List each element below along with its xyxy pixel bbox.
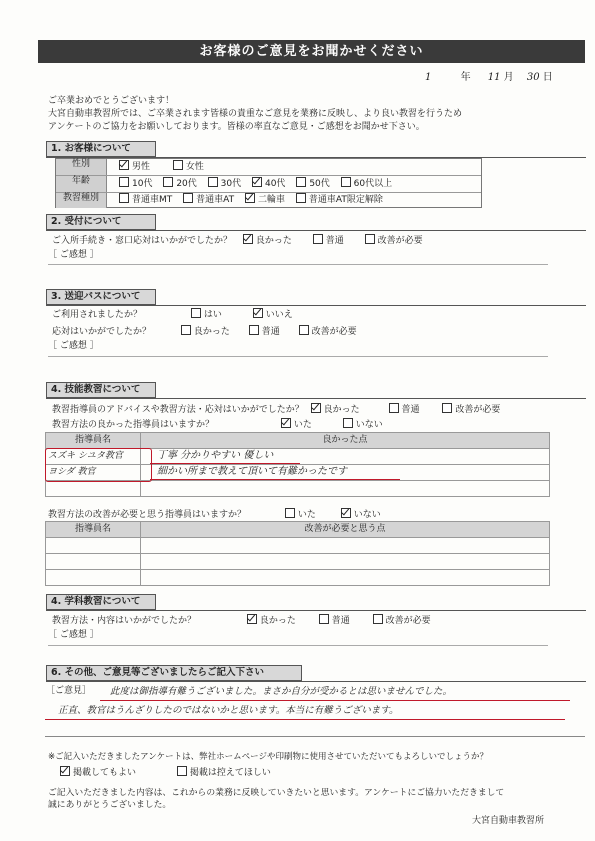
course-row	[56, 193, 481, 208]
impression-line[interactable]	[48, 645, 548, 646]
instructor-name-cell[interactable]	[46, 538, 141, 554]
checkbox-icon[interactable]	[373, 614, 383, 624]
good-instructor-row	[52, 418, 391, 431]
closing-line: 誠にありがとうございました。	[48, 800, 172, 810]
opinion-text-line-1[interactable]: 此度は御指導有難うございました。まさか自分が受かるとは思いませんでした。	[110, 686, 453, 697]
checkbox-checked-icon[interactable]	[243, 234, 253, 244]
red-pen-circle	[45, 448, 152, 482]
customer-info-table	[55, 158, 482, 208]
date-day-unit: 日	[542, 72, 553, 83]
opinion-label: ［ご意見］	[46, 686, 92, 696]
section-divider	[46, 681, 586, 682]
option-age-40s[interactable]: 40代	[252, 176, 285, 192]
good-point-cell[interactable]	[141, 481, 550, 497]
option-age-10s[interactable]: 10代	[119, 176, 152, 192]
page-title: お客様のご意見をお聞かせください	[38, 40, 585, 63]
good-point-cell[interactable]: 細かい所まで教えて頂いて有難かったです	[141, 465, 550, 481]
course-label: 教習種別	[56, 193, 107, 208]
checkbox-checked-icon[interactable]	[245, 193, 255, 203]
age-row	[56, 176, 481, 193]
option-yes[interactable]: いた	[281, 418, 312, 431]
footer-school-name: 大宮自動車教習所	[472, 816, 545, 826]
checkbox-checked-icon[interactable]	[311, 403, 321, 413]
closing-line: ご記入いただきました内容は、これからの業務に反映していきたいと思います。アンケートにご協力いただきまして	[48, 788, 505, 798]
checkbox-icon[interactable]	[119, 193, 129, 203]
checkbox-icon[interactable]	[285, 508, 295, 518]
checkbox-checked-icon[interactable]	[281, 418, 291, 428]
bus-usage-question: ご利用されましたか？	[52, 310, 143, 320]
section-divider	[46, 230, 586, 231]
option-motorcycle[interactable]: 二輪車	[245, 193, 285, 208]
checkbox-icon[interactable]	[181, 325, 191, 335]
improve-instructor-question: 教習方法の改善が必要と思う指導員はいますか？	[48, 510, 247, 520]
section-4-header: 4. 技能教習について	[46, 382, 156, 398]
red-pen-underline	[150, 463, 300, 464]
option-at[interactable]: 普通車AT	[183, 193, 234, 208]
checkbox-icon[interactable]	[442, 403, 452, 413]
option-age-60plus[interactable]: 60代以上	[341, 176, 392, 192]
impression-line[interactable]	[48, 264, 548, 265]
option-age-50s[interactable]: 50代	[296, 176, 329, 192]
gender-row	[56, 159, 481, 176]
table-header-row	[46, 433, 550, 449]
good-instructor-question: 教習方法の良かった指導員はいますか？	[52, 420, 215, 430]
table-row	[46, 538, 550, 554]
reception-impression-label: ［ ご感想 ］	[48, 250, 99, 260]
checkbox-checked-icon[interactable]	[247, 614, 257, 624]
table-row	[46, 570, 550, 586]
instructor-name-cell[interactable]	[46, 481, 141, 497]
checkbox-checked-icon[interactable]	[119, 160, 129, 170]
option-mt[interactable]: 普通車MT	[119, 193, 172, 208]
option-no[interactable]: いない	[343, 418, 383, 431]
red-pen-underline	[100, 700, 570, 701]
checkbox-icon[interactable]	[343, 418, 353, 428]
option-good[interactable]: 良かった	[243, 234, 292, 247]
closing-text	[48, 787, 588, 811]
checkbox-icon[interactable]	[319, 614, 329, 624]
checkbox-icon[interactable]	[208, 177, 218, 187]
option-female[interactable]: 女性	[173, 159, 204, 175]
section-1-header: 1. お客様について	[46, 141, 156, 157]
date-month-unit: 月	[503, 72, 514, 83]
option-good[interactable]: 良かった	[181, 325, 230, 338]
bus-usage-row	[52, 308, 301, 321]
instructor-name-cell[interactable]	[46, 570, 141, 586]
skill-eval-question: 教習指導員のアドバイスや教習方法・応対はいかがでしたか？	[52, 405, 304, 415]
section-3-header: 3. 送迎バスについて	[46, 289, 156, 305]
checkbox-icon[interactable]	[365, 234, 375, 244]
column-header-instructor: 指導員名	[46, 433, 141, 449]
intro-line: アンケートのご協力をお願いしております。皆様の率直なご意見・ご感想をお聞かせ下さい。	[48, 122, 425, 132]
checkbox-icon[interactable]	[299, 325, 309, 335]
option-normal[interactable]: 普通	[389, 403, 420, 416]
intro-line: 大宮自動車教習所では、ご卒業されます皆様の貴重なご意見を業務に反映し、より良い教習を行うため	[48, 109, 463, 119]
date-line	[425, 72, 585, 85]
option-normal[interactable]: 普通	[313, 234, 344, 247]
improve-instructor-table	[45, 521, 550, 586]
lecture-impression-label: ［ ご感想 ］	[48, 630, 99, 640]
checkbox-icon[interactable]	[296, 177, 306, 187]
intro-line: ご卒業おめでとうございます！	[48, 96, 175, 106]
checkbox-icon[interactable]	[313, 234, 323, 244]
date-year-unit: 年	[460, 72, 471, 83]
option-age-30s[interactable]: 30代	[208, 176, 241, 192]
section-divider	[46, 398, 586, 399]
bus-service-question: 応対はいかがでしたか？	[52, 327, 152, 337]
checkbox-icon[interactable]	[163, 177, 173, 187]
option-at-release[interactable]: 普通車AT限定解除	[296, 193, 383, 208]
lecture-eval-question: 教習方法・内容はいかがでしたか？	[52, 616, 197, 626]
instructor-name-cell[interactable]: ヨシダ 教官	[46, 465, 141, 481]
table-row	[46, 554, 550, 570]
section-6-header: 6. その他、ご意見等ございましたらご記入下さい	[46, 665, 302, 681]
checkbox-icon[interactable]	[177, 766, 187, 776]
option-good[interactable]: 良かった	[311, 403, 360, 416]
reception-question: ご入所手続き・窓口応対はいかがでしたか？	[52, 236, 233, 246]
impression-line[interactable]	[48, 356, 548, 357]
column-header-improve-points: 改善が必要と思う点	[141, 522, 550, 538]
instructor-name-cell[interactable]: スズキ シユタ教官	[46, 449, 141, 465]
age-label: 年齢	[56, 176, 107, 192]
improve-point-cell[interactable]	[141, 538, 550, 554]
good-point-cell[interactable]: 丁寧 分かりやすい 優しい	[141, 449, 550, 465]
red-pen-underline	[150, 479, 400, 480]
checkbox-icon[interactable]	[341, 177, 351, 187]
column-header-good-points: 良かった点	[141, 433, 550, 449]
option-needs-improvement[interactable]: 改善が必要	[365, 234, 423, 247]
column-header-instructor: 指導員名	[46, 522, 141, 538]
checkbox-icon[interactable]	[389, 403, 399, 413]
checkbox-icon[interactable]	[183, 193, 193, 203]
consent-question: ※ご記入いただきましたアンケートは、弊社ホームページや印刷物に使用させていただいてもよろしいでしょうか？	[48, 752, 488, 762]
checkbox-icon[interactable]	[249, 325, 259, 335]
option-no[interactable]: いいえ	[253, 308, 293, 321]
option-no[interactable]: いない	[341, 508, 381, 521]
improve-instructor-row	[48, 508, 389, 521]
bus-service-row	[52, 325, 365, 338]
option-normal[interactable]: 普通	[319, 614, 350, 627]
gender-label: 性別	[56, 159, 107, 175]
intro-text	[48, 95, 588, 134]
option-deny-publish[interactable]: 掲載は控えてほしい	[177, 766, 271, 779]
bus-impression-label: ［ ご感想 ］	[48, 341, 99, 351]
option-male[interactable]: 男性	[119, 159, 150, 175]
section-divider	[46, 305, 586, 306]
reception-question-row	[52, 234, 431, 247]
skill-eval-row	[52, 403, 508, 416]
red-pen-underline	[45, 719, 565, 720]
option-needs-improvement[interactable]: 改善が必要	[442, 403, 500, 416]
checkbox-checked-icon[interactable]	[252, 177, 262, 187]
checkbox-icon[interactable]	[173, 160, 183, 170]
improve-point-cell[interactable]	[141, 554, 550, 570]
instructor-name-cell[interactable]	[46, 554, 141, 570]
improve-point-cell[interactable]	[141, 570, 550, 586]
date-year-value[interactable]: 1	[425, 72, 432, 83]
table-row	[46, 481, 550, 497]
section-5-header: 4. 学科教習について	[46, 594, 156, 610]
option-allow-publish[interactable]: 掲載してもよい	[60, 766, 136, 779]
option-age-20s[interactable]: 20代	[163, 176, 196, 192]
lecture-eval-row	[52, 614, 439, 627]
consent-options	[60, 766, 279, 779]
date-day-value[interactable]: 30	[526, 72, 540, 83]
section-2-header: 2. 受付について	[46, 214, 156, 230]
section-divider	[45, 736, 585, 737]
option-normal[interactable]: 普通	[249, 325, 280, 338]
checkbox-checked-icon[interactable]	[341, 508, 351, 518]
checkbox-checked-icon[interactable]	[253, 308, 263, 318]
checkbox-icon[interactable]	[191, 308, 201, 318]
checkbox-icon[interactable]	[119, 177, 129, 187]
section-divider	[46, 610, 586, 611]
table-header-row	[46, 522, 550, 538]
option-needs-improvement[interactable]: 改善が必要	[299, 325, 357, 338]
date-month-value[interactable]: 11	[487, 72, 501, 83]
checkbox-checked-icon[interactable]	[60, 766, 70, 776]
opinion-text-line-2[interactable]: 正直、教官はうんざりしたのではないかと思います。本当に有難うございます。	[58, 705, 399, 716]
option-needs-improvement[interactable]: 改善が必要	[373, 614, 431, 627]
option-yes[interactable]: いた	[285, 508, 316, 521]
option-good[interactable]: 良かった	[247, 614, 296, 627]
checkbox-icon[interactable]	[296, 193, 306, 203]
option-yes[interactable]: はい	[191, 308, 222, 321]
